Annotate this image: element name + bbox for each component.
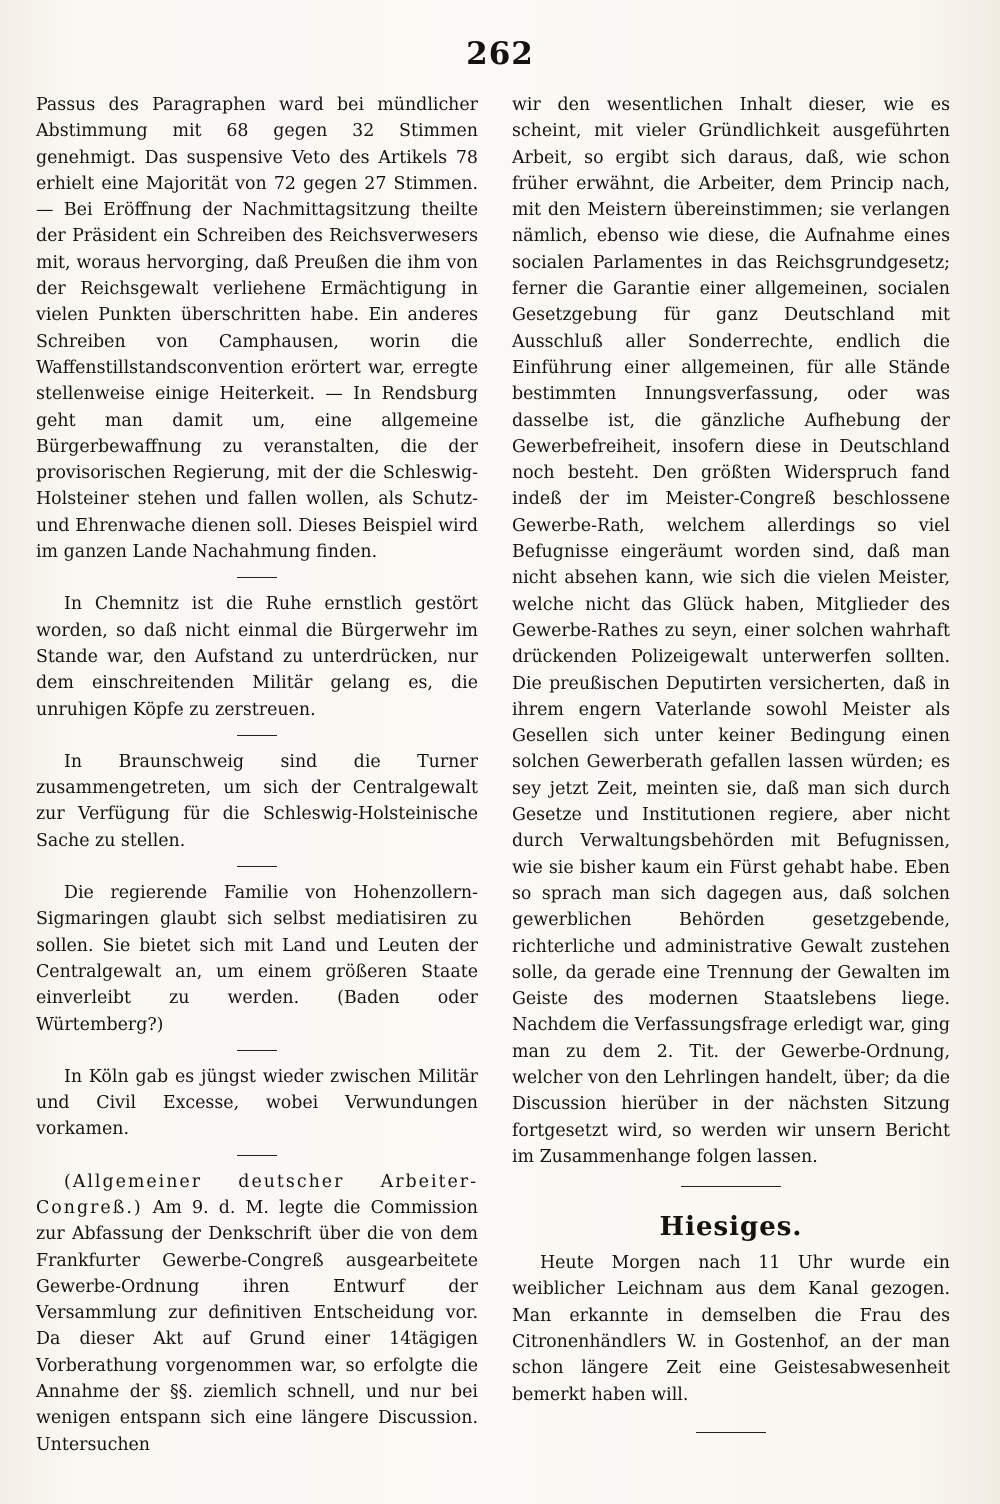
article-paragraph (36, 1169, 478, 1458)
section-title: Hiesiges. (659, 1212, 803, 1243)
article-paragraph: In Köln gab es jüngst wieder zwischen Militär und Civil Excesse, wobei Verwundungen vorkamen. (36, 1066, 478, 1140)
separator-rule (512, 1170, 950, 1204)
article-paragraph: Heute Morgen nach 11 Uhr wurde ein weiblicher Leichnam aus dem Kanal gezogen. Man erkannte in demselben die Frau des Citronenhändlers W. in Gostenhof, an der man schon längere Zeit eine Geistesabwesenheit bemerkt haben will. (512, 1253, 950, 1405)
separator-rule (36, 723, 478, 749)
separator-rule (36, 854, 478, 880)
article-paragraph: wir den wesentlichen Inhalt dieser, wie es scheint, mit vieler Gründlichkeit ausgeführten Arbeit, so ergibt sich daraus, daß, wie schon früher erwähnt, die Arbeiter, dem Princip nach, mit den Meistern übereinstimmen; sie verlangen nämlich, ebenso wie diese, die Aufnahme eines socialen Parlamentes in das Reichsgrundgesetz; ferner die Garantie einer allgemeinen, socialen Gesetzgebung für ganz Deutschland mit Ausschluß aller Sonderrechte, endlich die Einführung einer allgemeinen, für alle Stände bestimmten Innungsverfassung, oder was dasselbe ist, die gänzliche Aufhebung der Gewerbefreiheit, insofern diese in Deutschland noch besteht. Den größten Widerspruch fand indeß der im Meister-Congreß beschlossene Gewerbe-Rath, welchem allerdings so viel Befugnisse eingeräumt worden sind, daß man nicht absehen kann, wie sich die vielen Meister, welche nicht das Glück haben, Mitglieder des Gewerbe-Rathes zu seyn, einer solchen wahrhaft drückenden Polizeigewalt unterwerfen sollten. Die preußischen Deputirten versicherten, daß in ihrem engern Vaterlande sowohl Meister als Gesellen sich unter keiner Bedingung einen solchen Gewerberath gefallen lassen würden; es sey jetzt Zeit, meinten sie, daß man sich durch Gesetze und Institutionen regiere, aber nicht durch Verwaltungsbehörden mit Befugnissen, wie sie bisher kaum ein Fürst gehabt habe. Eben so sprach man sich dagegen aus, daß solchen gewerblichen Behörden gesetzgebende, richterliche und administrative Gewalt zustehen solle, da gerade eine Trennung der Gewalten im Geiste des modernen Staatslebens liege. Nachdem die Verfassungsfrage erledigt war, ging man zu dem 2. Tit. der Gewerbe-Ordnung, welcher von den Lehrlingen handelt, über; da die Discussion hierüber in der nächsten Sitzung fortgesetzt wird, so werden wir unsern Bericht im Zusammenhange folgen lassen. (512, 95, 950, 1167)
article-text: Am 9. d. M. legte die Commission zur Abfassung der Denkschrift über die von dem Frankfurter Gewerbe-Congreß ausgearbeitete Gewerbe-Ordnung ihren Entwurf der Versammlung zur definitiven Entscheidung vor. Da dieser Akt auf Grund einer 14tägigen Vorberathung vorgenommen war, so erfolgte die Annahme der §§. ziemlich schnell, und nur bei wenigen entspann sich eine längere Discussion. Untersuchen (36, 1197, 478, 1455)
article-paragraph: Die regierende Familie von Hohenzollern-Sigmaringen glaubt sich selbst mediatisiren zu sollen. Sie bietet sich mit Land und Leuten der Centralgewalt an, um einem größeren Staate einverleibt zu werden. (Baden oder Würtemberg?) (36, 883, 478, 1035)
right-column (512, 92, 950, 1448)
left-column (36, 92, 478, 1458)
separator-rule (36, 1143, 478, 1169)
separator-rule (36, 1038, 478, 1064)
article-paragraph: Passus des Paragraphen ward bei mündlicher Abstimmung mit 68 gegen 32 Stimmen genehmigt. Das suspensive Veto des Artikels 78 erhielt eine Majorität von 72 gegen 27 Stimmen. — Bei Eröffnung der Nachmittagsitzung theilte der Präsident ein Schreiben des Reichsverwesers mit, woraus hervorging, daß Preußen die ihm von der Reichsgewalt verliehene Ermächtigung in vielen Punkten überschritten habe. Ein anderes Schreiben von Camphausen, worin die Waffenstillstandsconvention erörtert war, erregte stellenweise einige Heiterkeit. — In Rendsburg geht man damit um, eine allgemeine Bürgerbewaffnung zu veranstalten, die der provisorischen Regierung, mit der die Schleswig-Holsteiner stehen und fallen wollen, als Schutz- und Ehrenwache dienen soll. Dieses Beispiel wird im ganzen Lande Nachahmung finden. (36, 95, 478, 563)
article-heading-inline: (Allgemeiner deutscher Arbeiter-Congreß.) (36, 1171, 478, 1218)
page-number: 262 (466, 36, 534, 72)
end-rule (512, 1408, 950, 1448)
article-paragraph: In Chemnitz ist die Ruhe ernstlich gestört worden, so daß nicht einmal die Bürgerwehr im Stande war, den Aufstand zu unterdrücken, nur dem einschreitenden Militär gelang es, die unruhigen Köpfe zu zerstreuen. (36, 594, 478, 720)
article-paragraph: In Braunschweig sind die Turner zusammengetreten, um sich der Centralgewalt zur Verfügung für die Schleswig-Holsteinische Sache zu stellen. (36, 751, 478, 851)
separator-rule (36, 565, 478, 591)
